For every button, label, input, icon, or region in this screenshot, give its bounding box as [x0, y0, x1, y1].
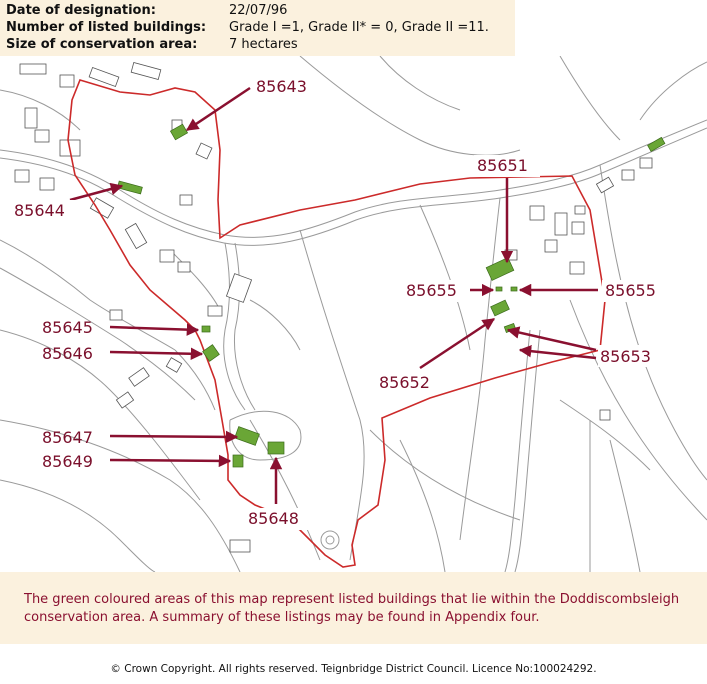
conservation-boundary	[68, 80, 605, 567]
label-85651: 85651	[477, 156, 528, 175]
listed-buildings-row	[6, 20, 489, 35]
label-85644: 85644	[14, 201, 65, 220]
designation-panel	[0, 0, 515, 56]
label-85653: 85653	[600, 347, 651, 366]
caption-panel	[0, 572, 707, 644]
label-85643: 85643	[256, 77, 307, 96]
label-85645: 85645	[42, 318, 93, 337]
label-85649: 85649	[42, 452, 93, 471]
copyright-notice: © Crown Copyright. All rights reserved. Teignbridge District Council. Licence No:100024292.	[110, 663, 597, 675]
listed-building-85655-b	[511, 287, 517, 291]
listed-buildings-label: Number of listed buildings:	[6, 20, 207, 35]
designation-date-label: Date of designation:	[6, 3, 156, 18]
caption-text: The green coloured areas of this map represent listed buildings that lie within the Doddiscombsleigh conservation area. A summary of these listings may be found in Appendix four.	[24, 592, 680, 625]
listed-building-85646	[203, 345, 220, 362]
label-85655-right: 85655	[605, 281, 656, 300]
listed-building-85652	[491, 300, 510, 316]
listed-buildings-value: Grade I =1, Grade II* = 0, Grade II =11.	[229, 20, 489, 35]
listed-building-85651	[486, 258, 514, 281]
buildings	[15, 63, 652, 552]
area-size-value: 7 hectares	[229, 37, 298, 52]
listed-building-85648	[268, 442, 284, 454]
base-map	[0, 56, 707, 572]
label-85652: 85652	[379, 373, 430, 392]
arrow-85645	[110, 327, 198, 330]
arrow-85647	[110, 436, 237, 437]
reference-labels	[12, 75, 668, 530]
listed-building-85655	[496, 287, 502, 291]
area-size-row	[6, 37, 298, 52]
conservation-area-map	[0, 56, 707, 572]
arrow-85646	[110, 352, 202, 354]
listed-building-85645	[202, 326, 210, 332]
designation-date-value: 22/07/96	[229, 3, 288, 18]
arrow-85649	[110, 460, 230, 461]
label-85648: 85648	[248, 509, 299, 528]
label-85646: 85646	[42, 344, 93, 363]
label-85655-left: 85655	[406, 281, 457, 300]
listed-building-85649	[233, 455, 243, 467]
label-85647: 85647	[42, 428, 93, 447]
designation-date-row	[6, 3, 288, 18]
area-size-label: Size of conservation area:	[6, 37, 198, 52]
